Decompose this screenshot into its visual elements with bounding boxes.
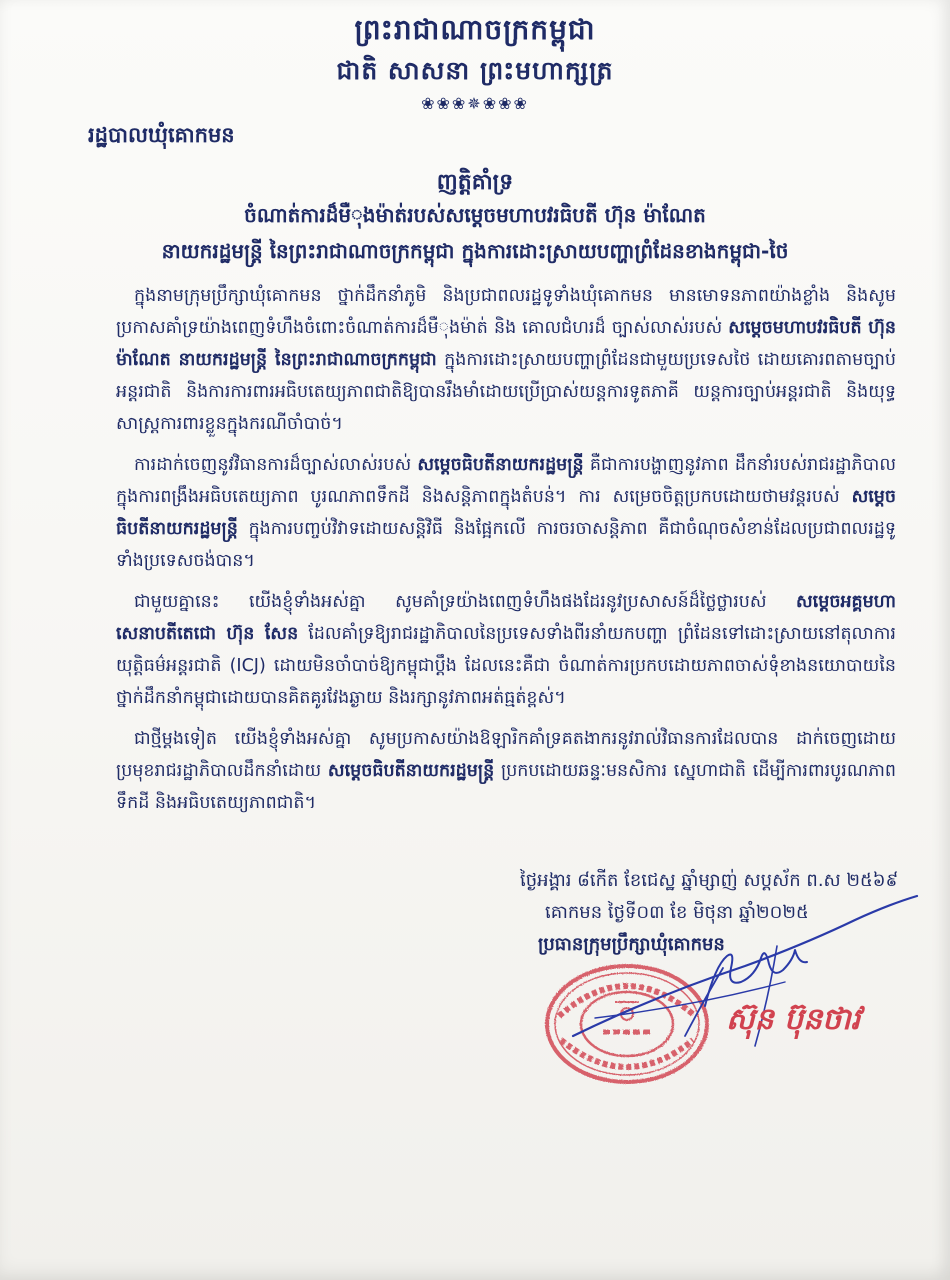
paragraph-4-bold: សម្ដេចធិបតីនាយករដ្ឋមន្ត្រី bbox=[327, 761, 495, 781]
kingdom-heading: ព្រះរាជាណាចក្រកម្ពុជា bbox=[354, 13, 596, 46]
document-title-line1: ចំណាត់ការដ៏មឺុងម៉ាត់របស់សម្ដេចមហាបវរធិបតី ហ៊ុន ម៉ាណែត bbox=[244, 203, 706, 227]
paragraph-3 bbox=[116, 586, 896, 714]
document-type: ញត្តិគាំទ្រ bbox=[436, 170, 514, 195]
paragraph-2-text-a: ការដាក់ចេញនូវវិធានការដ៏ច្បាស់លាស់របស់ bbox=[134, 455, 418, 475]
paragraph-4-text-c: ប្រកបដោយឆន្ទៈមនសិការ ស្នេហាជាតិ ដើម្បីការពារបូរណភាពទឹកដី និងអធិបតេយ្យភាពជាតិ។ bbox=[116, 761, 896, 813]
paragraph-2-bold-2: សម្ដេចធិបតីនាយករដ្ឋមន្ត្រី bbox=[116, 487, 896, 539]
document-body bbox=[116, 280, 896, 828]
paragraph-3-text-c: ដែលគាំទ្រឱ្យរាជរដ្ឋាភិបាលនៃប្រទេសទាំងពីរនាំយកបញ្ហា ព្រំដែនទៅដោះស្រាយនៅតុលាការយុត្តិធម៌អន្តរជាតិ (ICJ) ដោយមិនចាំបាច់ឱ្យកម្ពុជាប្ដឹង ដែលនេះគឺជា ចំណាត់ការប្រកបដោយភាពចាស់ទុំខាងនយោបាយនៃថ្នាក់ដឹកនាំកម្ពុជាដោយបានគិតគូរវែងឆ្ងាយ និងរក្សានូវភាពអត់ធ្មត់ខ្ពស់។ bbox=[116, 624, 896, 708]
ornament-divider: ❀❀❀✵❀❀❀ bbox=[421, 94, 529, 113]
paragraph-1-bold: សម្ដេចមហាបវរធិបតី ហ៊ុន ម៉ាណែត នាយករដ្ឋមន្ត្រី នៃព្រះរាជាណាចក្រកម្ពុជា bbox=[116, 318, 896, 370]
paragraph-2-bold-1: សម្ដេចធិបតីនាយករដ្ឋមន្ត្រី bbox=[417, 455, 584, 475]
document-title-line2: នាយករដ្ឋមន្ត្រី នៃព្រះរាជាណាចក្រកម្ពុជា ក្នុងការដោះស្រាយបញ្ហាព្រំដែនខាងកម្ពុជា-ថៃ bbox=[161, 239, 789, 263]
paragraph-2 bbox=[116, 449, 896, 577]
paragraph-2-text-e: ក្នុងការបញ្ចប់វិវាទដោយសន្តិវិធី និងផ្អែកលើ ការចរចាសន្តិភាព គឺជាចំណុចសំខាន់ដែលប្រជាពលរដ្ឋទូទាំងប្រទេសចង់បាន។ bbox=[116, 519, 896, 571]
paragraph-4 bbox=[116, 723, 896, 819]
paragraph-1 bbox=[116, 280, 896, 440]
signatory-name: ស៊ុន ប៊ុនថាវ bbox=[726, 1002, 861, 1037]
signatory-title: ប្រធានក្រុមប្រឹក្សាឃុំគោកមន bbox=[538, 934, 725, 955]
paragraph-2-text-c: គឺជាការបង្ហាញនូវភាព ដឹកនាំរបស់រាជរដ្ឋាភិបាល ក្នុងការពង្រឹងអធិបតេយ្យភាព បូរណភាពទឹកដី និងសន្តិភាពក្នុងតំបន់។ ការ សម្រេចចិត្តប្រកបដោយថាមវន្តរបស់ bbox=[116, 455, 896, 507]
solar-date: គោកមន ថ្ងៃទី០៣ ខែ មិថុនា ឆ្នាំ២០២៥ bbox=[545, 902, 809, 923]
lunar-date: ថ្ងៃអង្គារ ៨កើត ខែជេស្ឋ ឆ្នាំម្សាញ់ សប្តស័ក ព.ស ២៥៦៩ bbox=[520, 870, 899, 891]
issuing-authority: រដ្ឋបាលឃុំគោកមន bbox=[88, 123, 235, 147]
national-motto: ជាតិ សាសនា ព្រះមហាក្សត្រ bbox=[336, 56, 614, 85]
paragraph-3-text-a: ជាមួយគ្នានេះ យើងខ្ញុំទាំងអស់គ្នា សូមគាំទ្រយ៉ាងពេញទំហឹងផងដែរនូវប្រសាសន៍ដ៏ថ្លៃថ្លារបស់ bbox=[134, 592, 797, 612]
paragraph-3-bold: សម្ដេចអគ្គមហាសេនាបតីតេជោ ហ៊ុន សែន bbox=[116, 592, 896, 644]
paragraph-1-text-c: ក្នុងការដោះស្រាយបញ្ហាព្រំដែនជាមួយប្រទេសថៃ ដោយគោរពតាមច្បាប់អន្តរជាតិ និងការការពារអធិបតេយ្យភាពជាតិឱ្យបានរឹងមាំដោយប្រើប្រាស់យន្តការទូតភាគី យន្តការច្បាប់អន្តរជាតិ និងយុទ្ធសាស្ត្រការពារខ្លួនក្នុងករណីចាំបាច់។ bbox=[116, 350, 896, 434]
paragraph-4-text-a: ជាថ្មីម្ដងទៀត យើងខ្ញុំទាំងអស់គ្នា សូមប្រកាសយ៉ាងឱឡារិកគាំទ្រគតងាករនូវរាល់វិធានការដែលបាន ដាក់ចេញដោយប្រមុខរាជរដ្ឋាភិបាលដឹកនាំដោយ bbox=[116, 729, 896, 781]
paragraph-1-text-a: ក្នុងនាមក្រុមប្រឹក្សាឃុំគោកមន ថ្នាក់ដឹកនាំភូមិ និងប្រជាពលរដ្ឋទូទាំងឃុំគោកមន មានមោទនភាពយ៉ាងខ្លាំង និងសូមប្រកាសគាំទ្រយ៉ាងពេញទំហឹងចំពោះចំណាត់ការដ៏មឺុងម៉ាត់ និង គោលជំហរដ៏ ច្បាស់លាស់របស់ bbox=[116, 286, 896, 338]
